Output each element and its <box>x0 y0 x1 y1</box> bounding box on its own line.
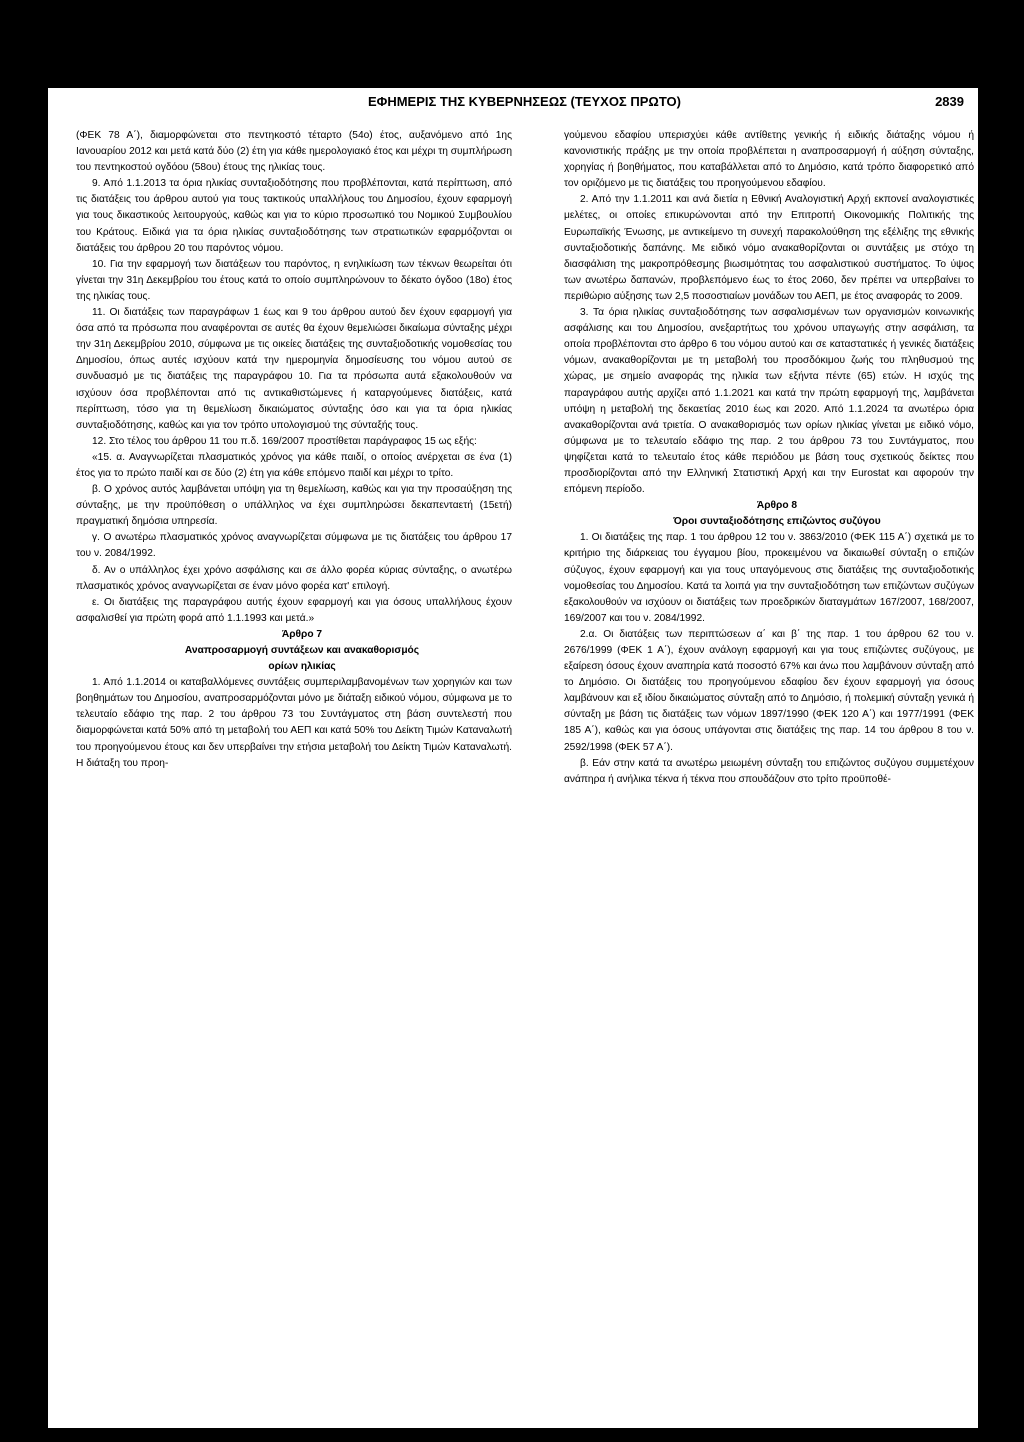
paragraph: (ΦΕΚ 78 Α΄), διαμορφώνεται στο πεντηκοστό τέταρτο (54ο) έτος, αυξανόμενο από 1ης Ιανουαρίου 2012 και μετά κατά δύο (2) έτη για κάθε ημερολογιακό έτος και μέχρι τη συμπλήρωση του πεντηκοστού ογδόου (58ου) έτους της ηλικίας τους. <box>76 130 512 174</box>
right-column <box>564 128 974 788</box>
paragraph: β. Ο χρόνος αυτός λαμβάνεται υπόψη για τη θεμελίωση, καθώς και για την προσαύξηση της σύνταξης, με την προϋπόθεση ο υπάλληλος να έχει συμπληρώσει δεκαπενταετή (15ετή) πραγματική δημόσια υπηρεσία. <box>76 484 512 528</box>
document-page <box>48 88 978 1428</box>
paragraph: 1. Οι διατάξεις της παρ. 1 του άρθρου 12 του ν. 3863/2010 (ΦΕΚ 115 Α΄) σχετικά με το κριτήριο της διάρκειας του έγγαμου βίου, προκειμένου να δικαιωθεί σύνταξη ο επιζών σύζυγος, έχουν εφαρμογή και για τους υπαγόμενους στις διατάξεις της συνταξιοδοτικής νομοθεσίας του Δημοσίου. Κατά τα λοιπά για την συνταξιοδότηση των επιζώντων συζύγων εξακολουθούν να ισχύουν οι διατάξεις των προεδρικών διαταγμάτων 167/2007, 168/2007, 169/2007 και του ν. 2084/1992. <box>564 532 974 624</box>
page-number: 2839 <box>935 94 964 109</box>
article-8-subtitle: Όροι συνταξιοδότησης επιζώντος συζύγου <box>673 516 881 528</box>
paragraph: «15. α. Αναγνωρίζεται πλασματικός χρόνος για κάθε παιδί, ο οποίος ανέρχεται σε ένα (1) έτος για το πρώτο παιδί και σε δύο (2) έτη για κάθε επόμενο παιδί και μέχρι το τρίτο. <box>76 451 512 479</box>
paragraph: β. Εάν στην κατά τα ανωτέρω μειωμένη σύνταξη του επιζώντος συζύγου συμμετέχουν ανάπηρα ή ανήλικα τέκνα ή τέκνα που σπουδάζουν στο τρίτο προϋποθέ- <box>564 757 974 785</box>
paragraph: 12. Στο τέλος του άρθρου 11 του π.δ. 169/2007 προστίθεται παράγραφος 15 ως εξής: <box>92 435 477 447</box>
paragraph: 2.α. Οι διατάξεις των περιπτώσεων α΄ και β΄ της παρ. 1 του άρθρου 62 του ν. 2676/1999 (ΦΕΚ 1 Α΄), έχουν ανάλογη εφαρμογή και για τους επιζώντες συζύγους, με εξαίρεση όσους έχουν αναπηρία κατά ποσοστό 67% και άνω που λαμβάνουν σύνταξη από το Δημόσιο. Οι διατάξεις του προηγούμενου εδαφίου δεν έχουν εφαρμογή για όσους λαμβάνουν και εξ ιδίου δικαιώματος σύνταξη από το Δημόσιο, ή πολεμική σύνταξη γενικά ή σύνταξη με βάση τις διατάξεις των νόμων 1897/1990 (ΦΕΚ 120 Α΄) και 1977/1991 (ΦΕΚ 185 Α΄), καθώς και για όσους υπάγονται στις διατάξεις της παρ. 14 του άρθρου 8 του ν. 2592/1998 (ΦΕΚ 57 Α΄). <box>564 628 974 753</box>
paragraph: 2. Από την 1.1.2011 και ανά διετία η Εθνική Αναλογιστική Αρχή εκπονεί αναλογιστικές μελέτες, οι οποίες επικυρώνονται από την Επιτροπή Οικονομικής Πολιτικής της Ευρωπαϊκής Ένωσης, με αντικείμενο τη συνεχή παρακολούθηση της εξέλιξης της εθνικής συνταξιοδοτικής δαπάνης. Με ειδικό νόμο ανακαθορίζονται οι συντάξεις με στόχο τη διασφάλιση της μακροπρόθεσμης βιωσιμότητας του ασφαλιστικού συστήματος. Το ύψος των ανωτέρω δαπανών, προβλεπόμενο έως το έτος 2060, δεν πρέπει να υπερβαίνει το περιθώριο αύξησης των 2,5 ποσοστιαίων μονάδων του ΑΕΠ, με έτος αναφοράς το 2009. <box>564 194 974 302</box>
paragraph: γούμενου εδαφίου υπερισχύει κάθε αντίθετης γενικής ή ειδικής διάταξης νόμου ή κανονιστικής πράξης με την οποία προβλέπεται η αναπροσαρμογή ή αύξηση σύνταξης, χορηγίας ή βοηθήματος, που καταβάλλεται από το Δημόσιο, κατά τρόπο διαφορετικό από τον οριζόμενο με τις διατάξεις του προηγούμενου εδαφίου. <box>564 130 974 190</box>
paragraph: γ. Ο ανωτέρω πλασματικός χρόνος αναγνωρίζεται σύμφωνα με τις διατάξεις του άρθρου 17 του ν. 2084/1992. <box>76 532 512 560</box>
paragraph: 3. Τα όρια ηλικίας συνταξιοδότησης των ασφαλισμένων των οργανισμών κοινωνικής ασφάλισης και του Δημοσίου, ανεξαρτήτως του χρόνου υπαγωγής στην ασφάλιση, τα οποία προβλέπονται στο άρθρο 6 του νόμου αυτού και σε καταστατικές ή γενικές διατάξεις νόμων, ανακαθορίζονται με τη μεταβολή του προσδόκιμου ζωής του πληθυσμού της χώρας, με σημείο αναφοράς της ηλικία των εξήντα πέντε (65) ετών. Η ισχύς της παραγράφου αυτής αρχίζει από 1.1.2021 και κατά την πρώτη εφαρμογή της, λαμβάνεται υπόψη η μεταβολή της δεκαετίας 2010 έως και 2020. Από 1.1.2024 τα ανωτέρω όρια ανακαθορίζονται ανά τριετία. Ο ανακαθορισμός των ορίων ηλικίας γίνεται με ειδικό νόμο, σύμφωνα με το τελευταίο εδάφιο της παρ. 2 του άρθρου 73 του Συντάγματος, που ψηφίζεται κατά το τελευταίο έτος κάθε περιόδου με βάση τους σχετικούς δείκτες που προσδιορίζονται από την Ελληνική Στατιστική Αρχή και την Eurostat και αφορούν την επόμενη περίοδο. <box>564 307 974 496</box>
left-column <box>76 128 512 772</box>
article-7-subtitle-cont: ορίων ηλικίας <box>268 661 336 673</box>
paragraph: 11. Οι διατάξεις των παραγράφων 1 έως και 9 του άρθρου αυτού δεν έχουν εφαρμογή για όσα από τα πρόσωπα που αναφέρονται σε αυτές θα έχουν θεμελιώσει δικαίωμα σύνταξης μέχρι την 31η Δεκεμβρίου 2010, σύμφωνα με τις οικείες διατάξεις της συνταξιοδοτικής νομοθεσίας του Δημοσίου, όπως αυτές ισχύουν κατά την ημερομηνία δημοσίευσης του νόμου αυτού σε συνδυασμό με τις διατάξεις της παραγράφου 10. Για τα πρόσωπα αυτά εξακολουθούν να ισχύουν όσα προβλέπονται από τις αντικαθιστώμενες ή καταργούμενες διατάξεις, κατά περίπτωση, τόσο για τη θεμελίωση δικαιώματος σύνταξης όσο και για τα όρια ηλικίας συνταξιοδότησης, καθώς και για τον τρόπο υπολογισμού της σύνταξής τους. <box>76 307 512 431</box>
paragraph: 9. Από 1.1.2013 τα όρια ηλικίας συνταξιοδότησης που προβλέπονται, κατά περίπτωση, από τις διατάξεις του άρθρου αυτού για τους τακτικούς υπαλλήλους του Δημοσίου, έχουν εφαρμογή για τους δικαστικούς λειτουργούς, καθώς και για το κύριο προσωπικό του Νομικού Συμβουλίου του Κράτους. Ειδικά για τα όρια ηλικίας συνταξιοδότησης των στρατιωτικών εφαρμόζονται οι διατάξεις του άρθρου 20 του παρόντος νόμου. <box>76 178 512 254</box>
gazette-title: ΕΦΗΜΕΡΙΣ ΤΗΣ ΚΥΒΕΡΝΗΣΕΩΣ (ΤΕΥΧΟΣ ΠΡΩΤΟ) <box>368 94 681 109</box>
page-header <box>48 94 964 114</box>
paragraph: 10. Για την εφαρμογή των διατάξεων του παρόντος, η ενηλικίωση των τέκνων θεωρείται ότι γίνεται την 31η Δεκεμβρίου του έτους κατά το οποίο συμπληρώνουν το δέκατο όγδοο (18ο) έτος της ηλικίας τους. <box>76 258 512 302</box>
paragraph: ε. Οι διατάξεις της παραγράφου αυτής έχουν εφαρμογή και για όσους υπαλλήλους έχουν ασφαλισθεί για πρώτη φορά από 1.1.1993 και μετά.» <box>76 596 512 624</box>
article-7-title: Άρθρο 7 <box>281 628 323 640</box>
paragraph: 1. Από 1.1.2014 οι καταβαλλόμενες συντάξεις συμπεριλαμβανομένων των χορηγιών και των βοηθημάτων του Δημοσίου, αναπροσαρμόζονται μόνο με διάταξη ειδικού νόμου, σύμφωνα με το τελευταίο εδάφιο της παρ. 2 του άρθρου 73 του Συντάγματος στη βάση συντελεστή που διαμορφώνεται κατά 50% από τη μεταβολή του ΑΕΠ και κατά 50% του Δείκτη Τιμών Καταναλωτή του προηγούμενου έτους και δεν υπερβαίνει την ετήσια μεταβολή του Δείκτη Τιμών Καταναλωτή. Η διάταξη του προη- <box>76 677 512 769</box>
article-8-title: Άρθρο 8 <box>756 500 798 512</box>
article-7-subtitle: Αναπροσαρμογή συντάξεων και ανακαθορισμός <box>184 645 420 656</box>
paragraph: δ. Αν ο υπάλληλος έχει χρόνο ασφάλισης και σε άλλο φορέα κύριας σύνταξης, ο ανωτέρω πλασματικός χρόνος αναγνωρίζεται σε έναν μόνο φορέα κατ' επιλογή. <box>76 564 512 592</box>
